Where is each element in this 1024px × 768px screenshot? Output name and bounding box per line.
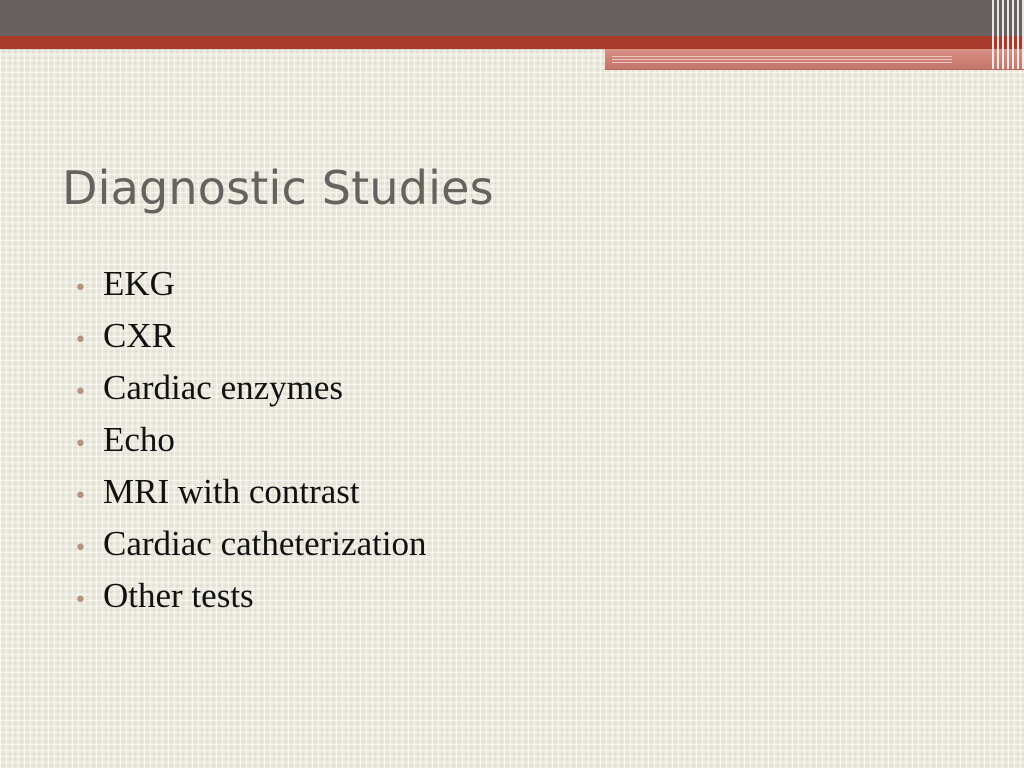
bullet-item-ekg xyxy=(74,258,427,310)
bullet-icon: • xyxy=(74,276,87,301)
bullet-icon: • xyxy=(74,588,87,613)
bullet-item-cardiac-cath xyxy=(74,518,427,570)
bullet-text: Cardiac enzymes xyxy=(103,368,344,407)
bullet-text: CXR xyxy=(103,316,175,355)
bullet-icon: • xyxy=(74,432,87,457)
bullet-list xyxy=(74,258,427,622)
bullet-item-mri xyxy=(74,466,427,518)
bullet-item-cxr xyxy=(74,310,427,362)
corner-stripes xyxy=(992,0,1024,69)
bullet-text: EKG xyxy=(103,264,175,303)
bullet-text: MRI with contrast xyxy=(103,472,360,511)
accent-tab-lines xyxy=(612,56,952,64)
bullet-text: Echo xyxy=(103,420,175,459)
bullet-item-cardiac-enzymes xyxy=(74,362,427,414)
bullet-icon: • xyxy=(74,328,87,353)
bullet-icon: • xyxy=(74,380,87,405)
header-band xyxy=(0,0,1024,36)
bullet-item-other-tests xyxy=(74,570,427,622)
slide-title: Diagnostic Studies xyxy=(62,161,494,215)
bullet-text: Other tests xyxy=(103,576,254,615)
bullet-text: Cardiac catheterization xyxy=(103,524,427,563)
bullet-item-echo xyxy=(74,414,427,466)
bullet-icon: • xyxy=(74,536,87,561)
accent-stripe xyxy=(0,36,1024,49)
bullet-icon: • xyxy=(74,484,87,509)
